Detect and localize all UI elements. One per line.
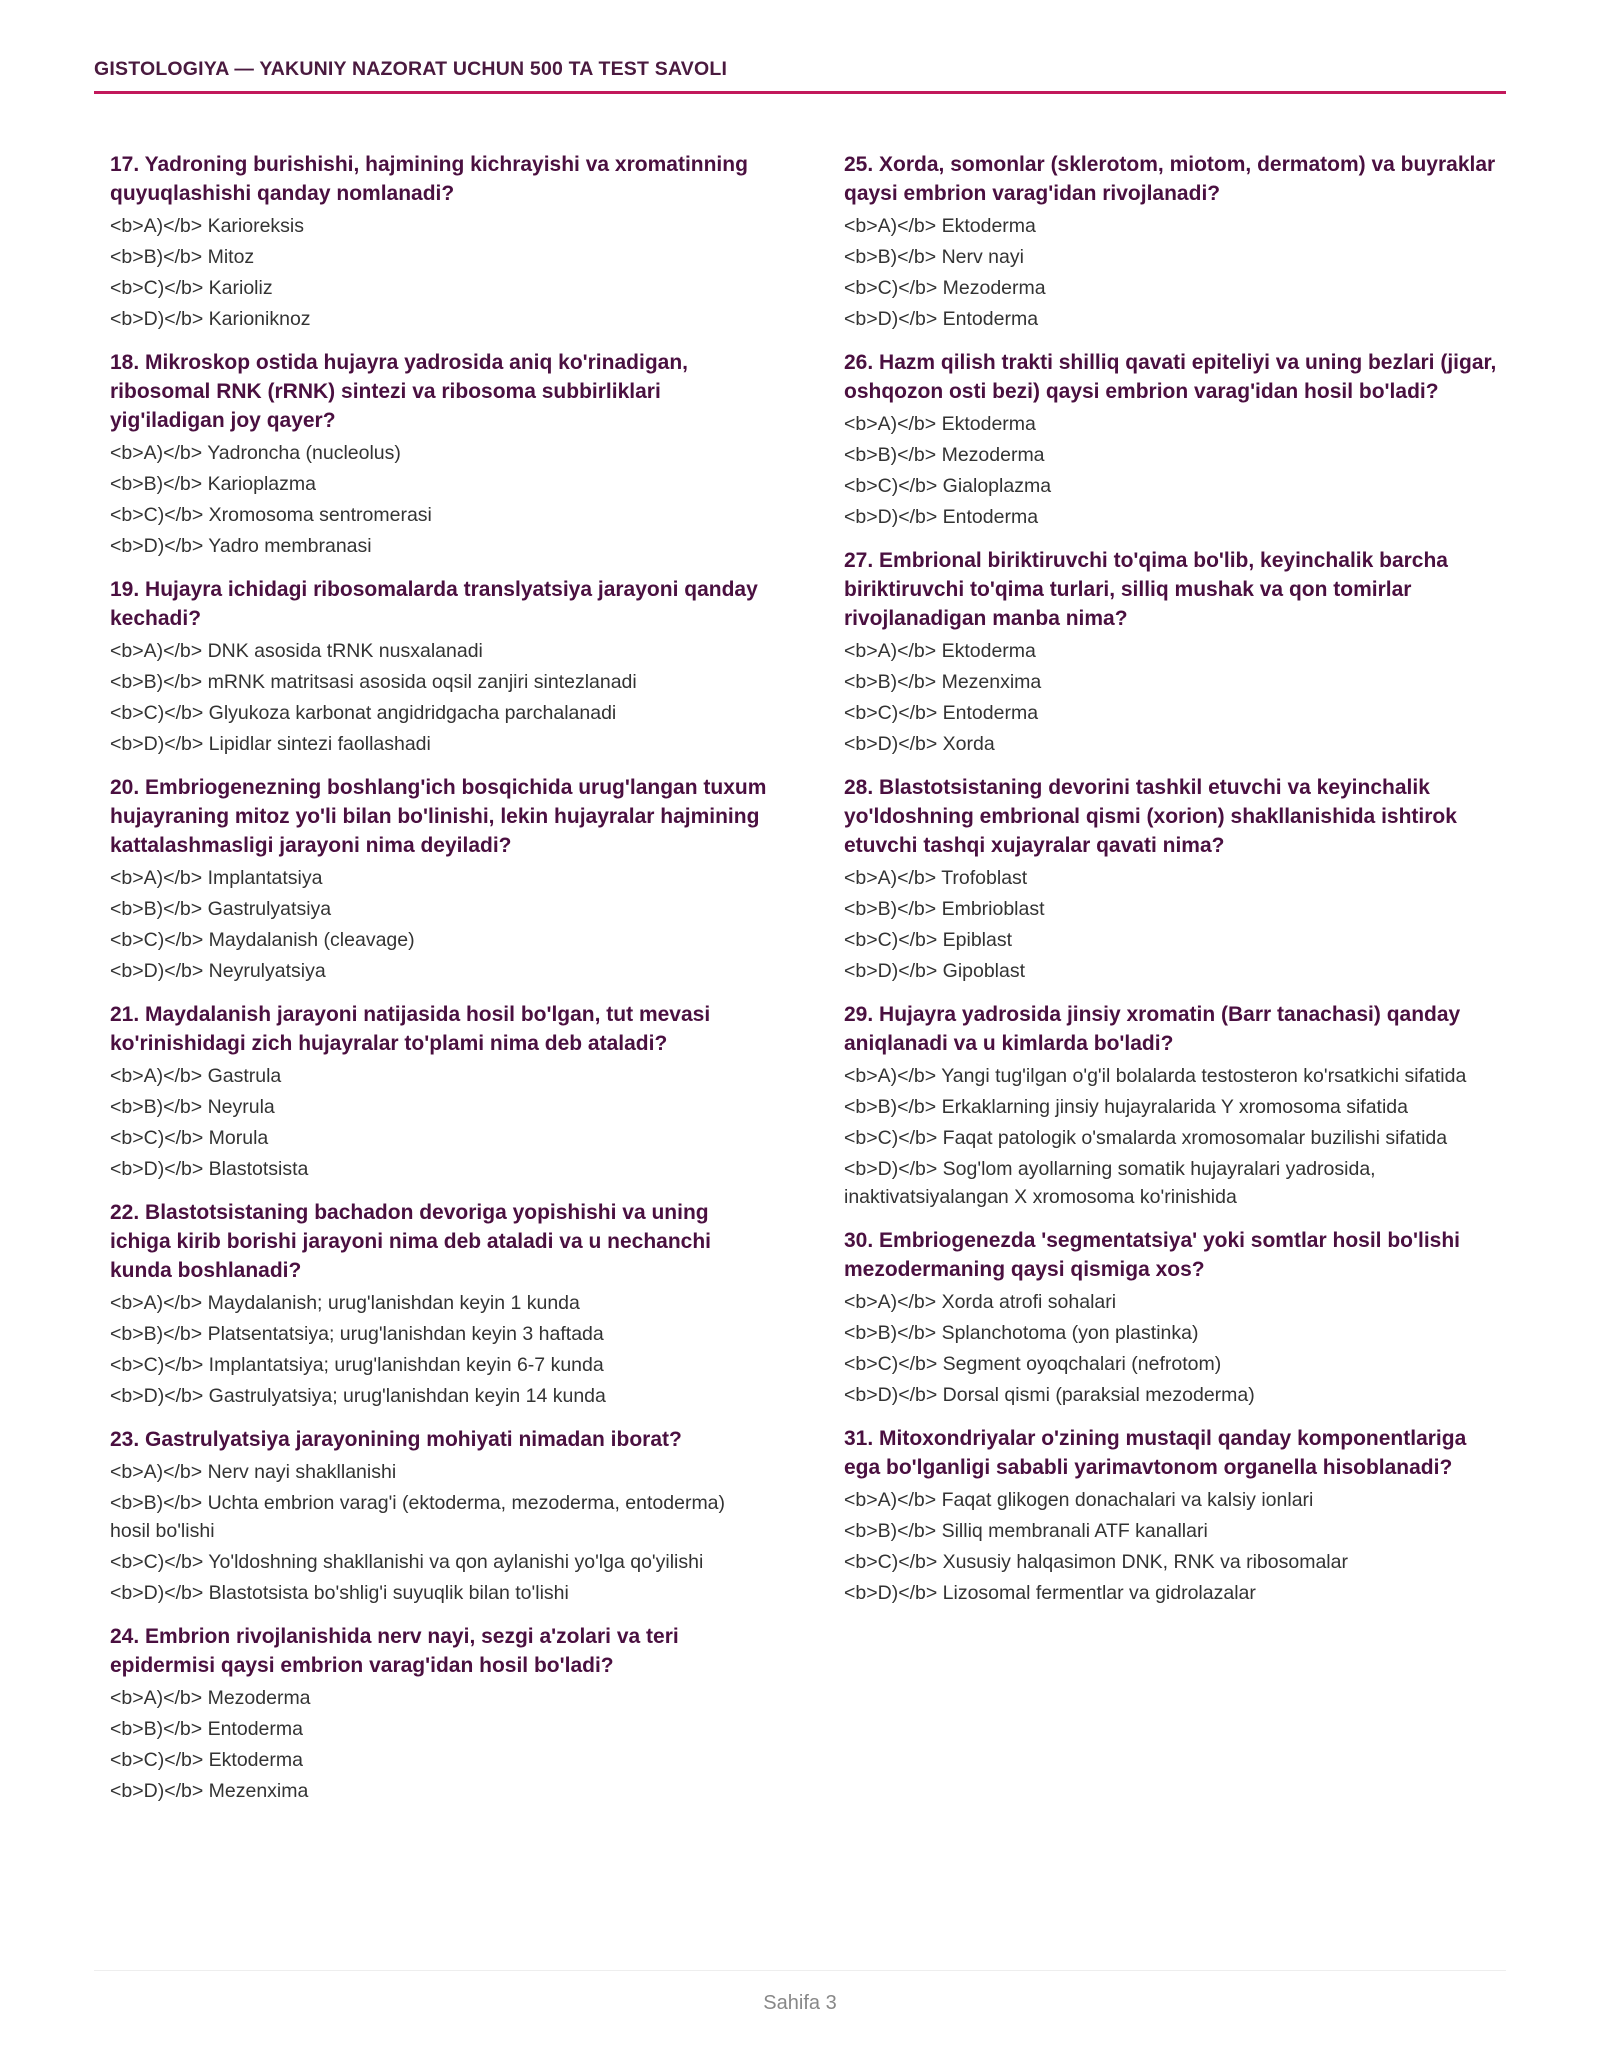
answer-option: <b>C)</b> Mezoderma xyxy=(844,277,1046,299)
question-block xyxy=(110,1425,770,1607)
answer-option: <b>D)</b> Blastotsista xyxy=(110,1158,309,1180)
page-header xyxy=(94,58,1506,94)
answer-option: <b>C)</b> Yo'ldoshning shakllanishi va qon aylanishi yo'lga qo'yilishi xyxy=(110,1551,704,1573)
page-number: Sahifa 3 xyxy=(763,1992,837,2014)
answer-option: <b>B)</b> Karioplazma xyxy=(110,473,316,495)
answer-option: <b>D)</b> Gipoblast xyxy=(844,960,1026,982)
question-text: 21. Maydalanish jarayoni natijasida hosil bo'lgan, tut mevasi ko'rinishidagi zich hujayralar to'plami nima deb ataladi? xyxy=(110,1003,711,1055)
question-block xyxy=(844,150,1500,333)
question-text: 20. Embriogenezning boshlang'ich bosqichida urug'langan tuxum hujayraning mitoz yo'li bilan bo'linishi, lekin hujayralar hajmining kattalashmasligi jarayoni nima deyiladi? xyxy=(110,776,767,857)
answer-option: <b>B)</b> mRNK matritsasi asosida oqsil zanjiri sintezlanadi xyxy=(110,671,637,693)
question-text: 19. Hujayra ichidagi ribosomalarda translyatsiya jarayoni qanday kechadi? xyxy=(110,578,758,630)
answer-option: <b>B)</b> Platsentatsiya; urug'lanishdan keyin 3 haftada xyxy=(110,1323,604,1345)
question-block xyxy=(844,348,1500,531)
answer-option: <b>A)</b> Trofoblast xyxy=(844,867,1028,889)
question-text: 27. Embrional biriktiruvchi to'qima bo'lib, keyinchalik barcha biriktiruvchi to'qima turlari, silliq mushak va qon tomirlar rivojlanadigan manba nima? xyxy=(844,549,1448,630)
question-text: 23. Gastrulyatsiya jarayonining mohiyati nimadan iborat? xyxy=(110,1428,682,1451)
question-block xyxy=(110,1622,770,1805)
question-block xyxy=(844,546,1500,758)
answer-option: <b>D)</b> Sog'lom ayollarning somatik hujayralari yadrosida, inaktivatsiyalangan X xromosoma ko'rinishida xyxy=(844,1158,1376,1208)
answer-option: <b>A)</b> Xorda atrofi sohalari xyxy=(844,1291,1117,1313)
question-text: 25. Xorda, somonlar (sklerotom, miotom, dermatom) va buyraklar qaysi embrion varag'idan rivojlanadi? xyxy=(844,153,1496,205)
answer-option: <b>A)</b> Implantatsiya xyxy=(110,867,323,889)
question-block xyxy=(844,1424,1500,1607)
answer-option: <b>D)</b> Dorsal qismi (paraksial mezoderma) xyxy=(844,1384,1255,1406)
answer-option: <b>B)</b> Nerv nayi xyxy=(844,246,1024,268)
question-text: 24. Embrion rivojlanishida nerv nayi, sezgi a'zolari va teri epidermisi qaysi embrion varag'idan hosil bo'ladi? xyxy=(110,1625,679,1677)
answer-option: <b>B)</b> Splanchotoma (yon plastinka) xyxy=(844,1322,1199,1344)
answer-option: <b>B)</b> Silliq membranali ATF kanallari xyxy=(844,1520,1208,1542)
answer-option: <b>C)</b> Faqat patologik o'smalarda xromosomalar buzilishi sifatida xyxy=(844,1127,1448,1149)
answer-option: <b>A)</b> Mezoderma xyxy=(110,1687,311,1709)
answer-option: <b>D)</b> Xorda xyxy=(844,733,995,755)
question-block xyxy=(844,1226,1500,1409)
answer-option: <b>A)</b> Ektoderma xyxy=(844,640,1036,662)
question-block xyxy=(844,773,1500,985)
answer-option: <b>C)</b> Gialoplazma xyxy=(844,475,1052,497)
answer-option: <b>B)</b> Gastrulyatsiya xyxy=(110,898,332,920)
answer-option: <b>A)</b> Faqat glikogen donachalari va kalsiy ionlari xyxy=(844,1489,1314,1511)
footer-divider xyxy=(94,1970,1506,1971)
answer-option: <b>C)</b> Ektoderma xyxy=(110,1749,303,1771)
question-columns xyxy=(110,150,1500,1820)
answer-option: <b>C)</b> Morula xyxy=(110,1127,269,1149)
answer-option: <b>A)</b> Yangi tug'ilgan o'g'il bolalarda testosteron ko'rsatkichi sifatida xyxy=(844,1065,1467,1087)
answer-option: <b>B)</b> Mezoderma xyxy=(844,444,1045,466)
answer-option: <b>A)</b> Maydalanish; urug'lanishdan keyin 1 kunda xyxy=(110,1292,580,1314)
answer-option: <b>D)</b> Entoderma xyxy=(844,308,1039,330)
answer-option: <b>B)</b> Mezenxima xyxy=(844,671,1042,693)
answer-option: <b>C)</b> Glyukoza karbonat angidridgacha parchalanadi xyxy=(110,702,617,724)
answer-option: <b>A)</b> Ektoderma xyxy=(844,215,1036,237)
answer-option: <b>B)</b> Embrioblast xyxy=(844,898,1045,920)
answer-option: <b>A)</b> DNK asosida tRNK nusxalanadi xyxy=(110,640,483,662)
answer-option: <b>A)</b> Gastrula xyxy=(110,1065,282,1087)
left-column xyxy=(110,150,770,1820)
answer-option: <b>C)</b> Xromosoma sentromerasi xyxy=(110,504,432,526)
answer-option: <b>D)</b> Blastotsista bo'shlig'i suyuqlik bilan to'lishi xyxy=(110,1582,569,1604)
question-block xyxy=(110,150,770,333)
question-block xyxy=(110,1000,770,1183)
answer-option: <b>C)</b> Segment oyoqchalari (nefrotom) xyxy=(844,1353,1222,1375)
right-column xyxy=(844,150,1500,1820)
answer-option: <b>D)</b> Neyrulyatsiya xyxy=(110,960,326,982)
answer-option: <b>D)</b> Lipidlar sintezi faollashadi xyxy=(110,733,431,755)
answer-option: <b>B)</b> Neyrula xyxy=(110,1096,275,1118)
answer-option: <b>A)</b> Nerv nayi shakllanishi xyxy=(110,1461,397,1483)
question-text: 29. Hujayra yadrosida jinsiy xromatin (Barr tanachasi) qanday aniqlanadi va u kimlarda bo'ladi? xyxy=(844,1003,1461,1055)
answer-option: <b>B)</b> Entoderma xyxy=(110,1718,303,1740)
question-block xyxy=(110,773,770,985)
question-text: 31. Mitoxondriyalar o'zining mustaqil qanday komponentlariga ega bo'lganligi sababli yarimavtonom organella hisoblanadi? xyxy=(844,1427,1467,1479)
answer-option: <b>C)</b> Epiblast xyxy=(844,929,1013,951)
question-text: 22. Blastotsistaning bachadon devoriga yopishishi va uning ichiga kirib borishi jarayoni nima deb ataladi va u nechanchi kunda boshlanadi? xyxy=(110,1201,712,1282)
question-text: 18. Mikroskop ostida hujayra yadrosida aniq ko'rinadigan, ribosomal RNK (rRNK) sintezi va ribosoma subbirliklari yig'iladigan joy qayer? xyxy=(110,351,688,432)
question-block xyxy=(844,1000,1500,1211)
answer-option: <b>C)</b> Xususiy halqasimon DNK, RNK va ribosomalar xyxy=(844,1551,1348,1573)
question-text: 26. Hazm qilish trakti shilliq qavati epiteliyi va uning bezlari (jigar, oshqozon osti bezi) qaysi embrion varag'idan hosil bo'ladi? xyxy=(844,351,1497,403)
answer-option: <b>B)</b> Uchta embrion varag'i (ektoderma, mezoderma, entoderma) hosil bo'lishi xyxy=(110,1492,726,1542)
answer-option: <b>A)</b> Ektoderma xyxy=(844,413,1036,435)
answer-option: <b>A)</b> Yadroncha (nucleolus) xyxy=(110,442,401,464)
answer-option: <b>C)</b> Karioliz xyxy=(110,277,273,299)
answer-option: <b>D)</b> Karioniknoz xyxy=(110,308,311,330)
question-text: 30. Embriogenezda 'segmentatsiya' yoki somtlar hosil bo'lishi mezodermaning qaysi qismiga xos? xyxy=(844,1229,1460,1281)
answer-option: <b>D)</b> Lizosomal fermentlar va gidrolazalar xyxy=(844,1582,1256,1604)
answer-option: <b>D)</b> Gastrulyatsiya; urug'lanishdan keyin 14 kunda xyxy=(110,1385,606,1407)
question-block xyxy=(110,575,770,758)
question-text: 28. Blastotsistaning devorini tashkil etuvchi va keyinchalik yo'ldoshning embrional qismi (xorion) shakllanishida ishtirok etuvchi tashqi xujayralar qavati nima? xyxy=(844,776,1457,857)
answer-option: <b>C)</b> Entoderma xyxy=(844,702,1039,724)
answer-option: <b>B)</b> Mitoz xyxy=(110,246,255,268)
answer-option: <b>C)</b> Maydalanish (cleavage) xyxy=(110,929,415,951)
question-block xyxy=(110,348,770,560)
answer-option: <b>B)</b> Erkaklarning jinsiy hujayralarida Y xromosoma sifatida xyxy=(844,1096,1408,1118)
header-title: GISTOLOGIYA — YAKUNIY NAZORAT UCHUN 500 TA TEST SAVOLI xyxy=(94,58,728,80)
answer-option: <b>C)</b> Implantatsiya; urug'lanishdan keyin 6-7 kunda xyxy=(110,1354,604,1376)
answer-option: <b>D)</b> Entoderma xyxy=(844,506,1039,528)
answer-option: <b>A)</b> Karioreksis xyxy=(110,215,305,237)
answer-option: <b>D)</b> Yadro membranasi xyxy=(110,535,372,557)
answer-option: <b>D)</b> Mezenxima xyxy=(110,1780,309,1802)
question-text: 17. Yadroning burishishi, hajmining kichrayishi va xromatinning quyuqlashishi qanday nomlanadi? xyxy=(110,153,748,205)
question-block xyxy=(110,1198,770,1410)
